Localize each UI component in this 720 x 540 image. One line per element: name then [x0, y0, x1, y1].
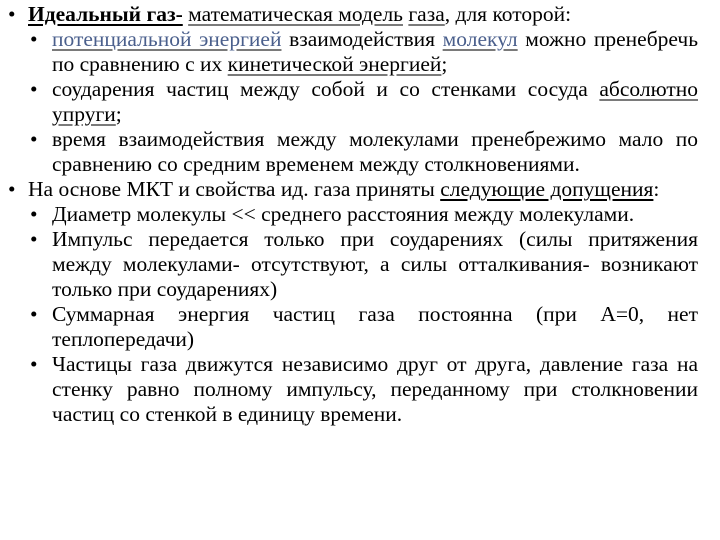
link-kinetic-energy[interactable]: кинетической энергией: [227, 52, 442, 76]
link-math-model[interactable]: математическая модель: [188, 2, 403, 26]
bullet-ideal-gas: [6, 2, 698, 27]
bullet-marker: •: [30, 352, 38, 376]
term-ideal-gas: Идеальный газ-: [28, 2, 183, 26]
subbullet-potential-energy: [6, 27, 698, 77]
bullet-marker: •: [30, 227, 38, 251]
item2-text-2: :: [653, 177, 660, 201]
link-absolutely-elastic[interactable]: абсолютно упруги: [52, 77, 698, 126]
sub1-text-1: взаимодействия: [281, 27, 443, 51]
sub4-text: Диаметр молекулы << среднего расстояния между молекулами.: [52, 202, 635, 226]
subbullet-independent-motion: [6, 352, 698, 427]
subbullet-collisions: [6, 77, 698, 127]
subbullet-diameter: [6, 202, 698, 227]
sub2-text-2: ;: [115, 102, 122, 126]
subbullet-momentum: [6, 227, 698, 302]
item2-text-1: На основе МКТ и свойства ид. газа приняты: [28, 177, 441, 201]
sub5-text: Импульс передается только при соударениях (силы притяжения между молекулами- отсутствуют, а силы отталкивания- возникают только при соударениях): [52, 227, 698, 301]
subbullet-total-energy: [6, 302, 698, 352]
link-potential-energy[interactable]: потенциальной энергией: [52, 27, 282, 51]
sub1-text-2: можно пренебречь по сравнению с их: [52, 27, 699, 76]
subbullet-interaction-time: [6, 127, 698, 177]
sub7-text: Частицы газа движутся независимо друг от друга, давление газа на стенку равно полному импульсу, переданному при столкновении частиц со стенкой в единицу времени.: [52, 352, 698, 426]
sub3-text: время взаимодействия между молекулами пренебрежимо мало по сравнению со средним временем между столкновениями.: [52, 127, 698, 176]
item1-tail: , для которой:: [444, 2, 572, 26]
link-molecules[interactable]: молекул: [442, 27, 518, 51]
bullet-marker: •: [30, 77, 38, 101]
sub6-text: Суммарная энергия частиц газа постоянна (при А=0, нет теплопередачи): [52, 302, 698, 351]
sub2-text-1: соударения частиц между собой и со стенками сосуда: [52, 77, 600, 101]
bullet-marker: •: [8, 2, 16, 26]
bullet-marker: •: [30, 27, 38, 51]
link-assumptions[interactable]: следующие допущения: [440, 177, 654, 201]
bullet-marker: •: [30, 302, 38, 326]
bullet-marker: •: [8, 177, 16, 201]
bullet-marker: •: [30, 202, 38, 226]
link-gas[interactable]: газа: [408, 2, 445, 26]
bullet-assumptions: [6, 177, 698, 202]
sub1-text-3: ;: [441, 52, 448, 76]
bullet-marker: •: [30, 127, 38, 151]
